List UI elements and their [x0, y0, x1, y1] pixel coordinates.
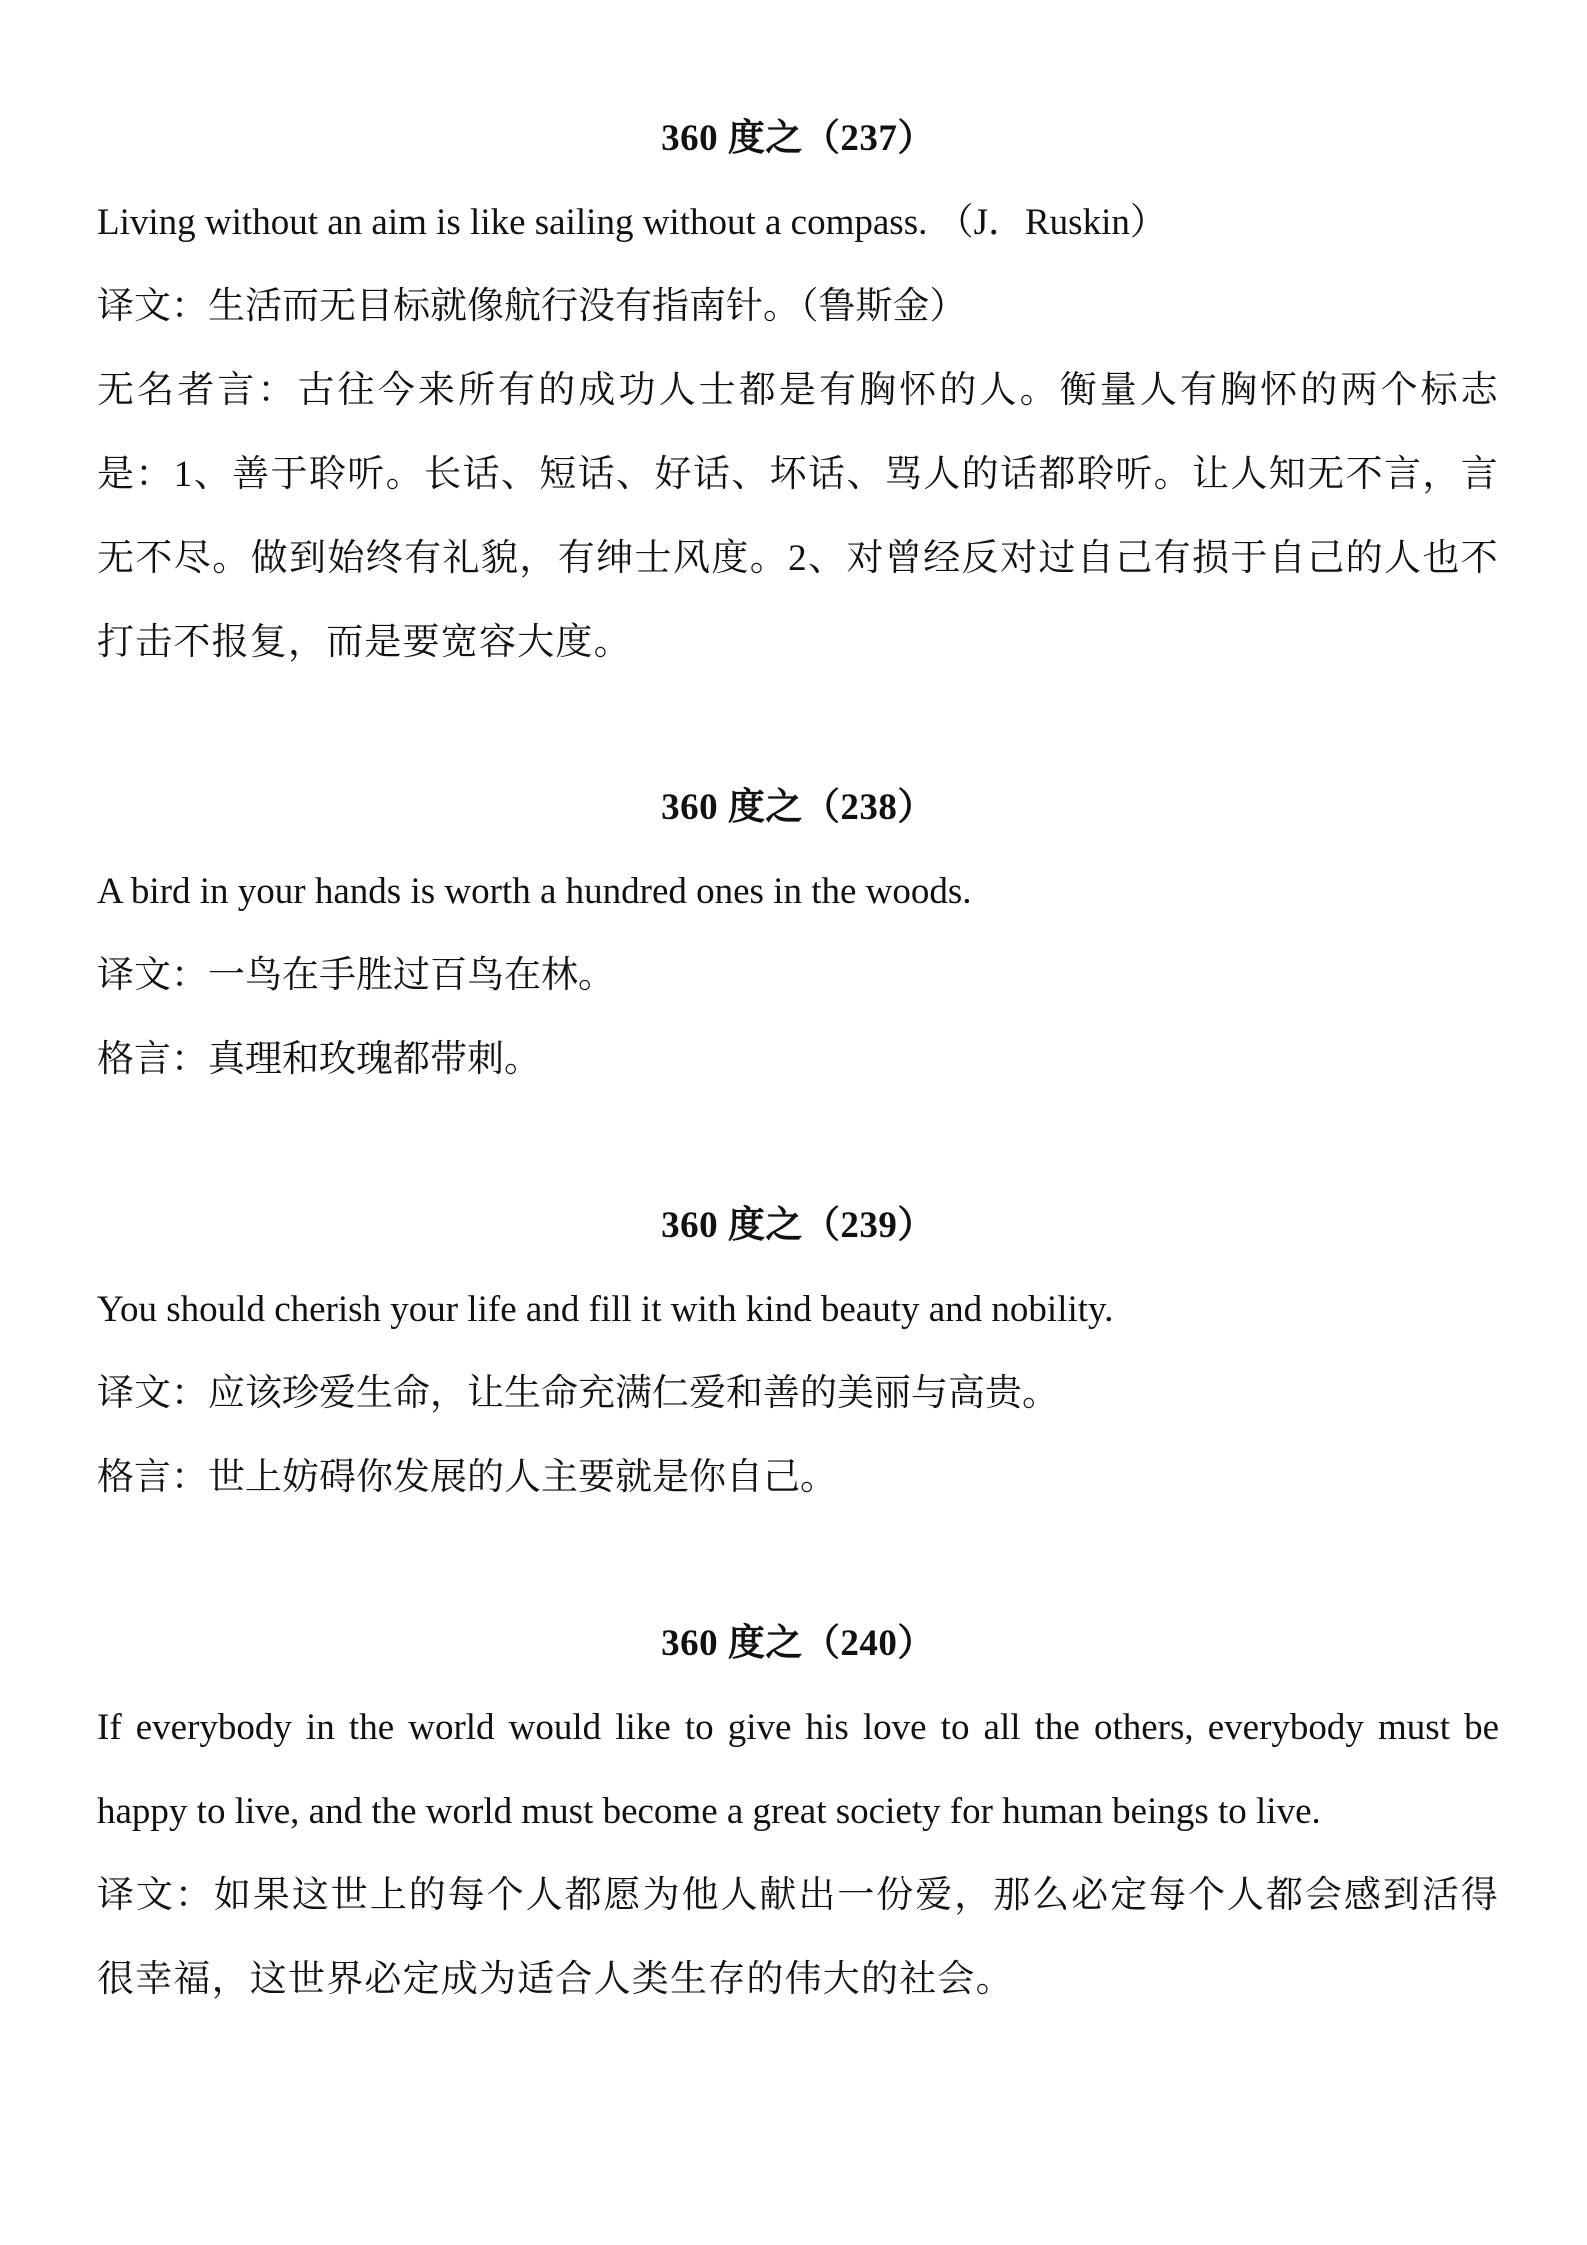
commentary: 无名者言：古往今来所有的成功人士都是有胸怀的人。衡量人有胸怀的两个标志是：1、善于聆听。长话、短话、好话、坏话、骂人的话都聆听。让人知无不言，言无不尽。做到始终有礼貌，有绅士风度。2、对曾经反对过自己有损于自己的人也不打击不报复，而是要宽容大度。	[97, 370, 1499, 663]
english-quote: A bird in your hands is worth a hundred ones in the woods.	[97, 871, 972, 912]
section-title: 360 度之（240）	[661, 1623, 935, 1664]
motto: 格言：真理和玫瑰都带刺。	[97, 1039, 541, 1080]
translation: 译文：生活而无目标就像航行没有指南针。（鲁斯金）	[97, 286, 967, 327]
section-title: 360 度之（237）	[661, 118, 935, 159]
section-title: 360 度之（239）	[661, 1205, 935, 1246]
english-quote: If everybody in the world would like to give his love to all the others, everybody must be happy to live, and the world must become a great society for human beings to live.	[97, 1707, 1499, 1832]
quote-section-240	[97, 1602, 1499, 2022]
motto: 格言：世上妨碍你发展的人主要就是你自己。	[97, 1457, 837, 1498]
translation: 译文：一鸟在手胜过百鸟在林。	[97, 955, 615, 996]
quote-section-239	[97, 1184, 1499, 1520]
english-quote: Living without an aim is like sailing without a compass. （J．Ruskin）	[97, 202, 1167, 243]
translation: 译文：应该珍爱生命，让生命充满仁爱和善的美丽与高贵。	[97, 1373, 1059, 1414]
quote-section-237	[97, 97, 1499, 685]
english-quote: You should cherish your life and fill it with kind beauty and nobility.	[97, 1289, 1114, 1330]
quote-section-238	[97, 766, 1499, 1102]
translation: 译文：如果这世上的每个人都愿为他人献出一份爱，那么必定每个人都会感到活得很幸福，这世界必定成为适合人类生存的伟大的社会。	[97, 1875, 1499, 2000]
section-title: 360 度之（238）	[661, 787, 935, 828]
